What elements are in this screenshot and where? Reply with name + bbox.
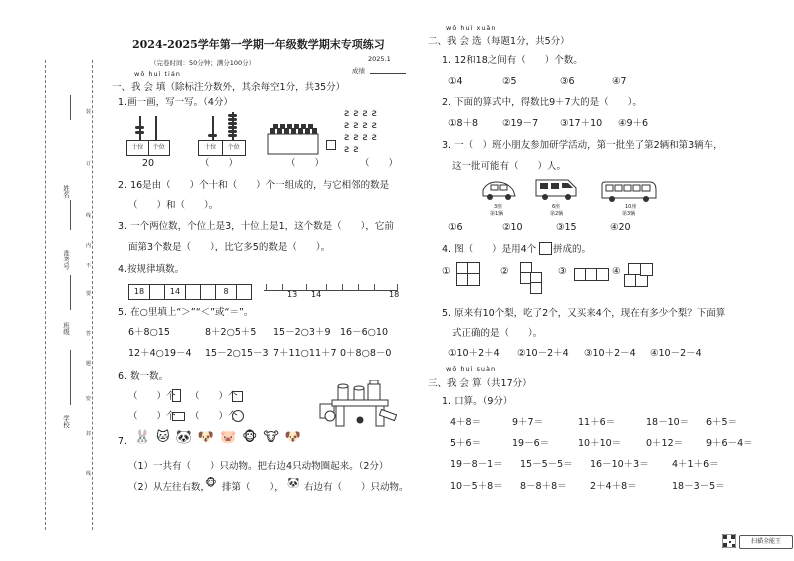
sec2-pinyin: wǒ huì xuǎn bbox=[446, 24, 497, 32]
school-label: 学校 bbox=[62, 415, 70, 428]
cube-icon bbox=[232, 391, 243, 402]
seal-char: 密 bbox=[86, 396, 92, 402]
cuboid-icon bbox=[172, 412, 185, 421]
seal-char: 装 bbox=[86, 109, 92, 115]
sec2-title: 二、我 会 选（每题1分，共5分） bbox=[428, 36, 570, 47]
car-label: 第2辆 bbox=[550, 211, 564, 217]
sec1-title: 一、我 会 填（除标注分数外，其余每空1分，共35分） bbox=[112, 82, 346, 93]
monkey-icon: 🐵 bbox=[205, 478, 217, 489]
counting-sticks-icon: ƨƨ bbox=[344, 144, 363, 155]
s2q4-prompt-a: 4. 图（ ）是用4个 bbox=[442, 244, 537, 255]
option[interactable]: ②10－2＋4 bbox=[517, 348, 569, 359]
car-seats: 10座 bbox=[625, 204, 637, 210]
option[interactable]: ③15 bbox=[556, 222, 577, 233]
seal-char: 题 bbox=[86, 361, 92, 367]
option[interactable]: ④20 bbox=[610, 222, 631, 233]
class-underline bbox=[70, 275, 71, 310]
abacus-tens-label: 十位 bbox=[199, 141, 223, 155]
oral-item[interactable]: 6＋5＝ bbox=[706, 417, 738, 428]
counting-sticks-icon: ƨƨƨƨ bbox=[344, 120, 381, 131]
compare-item[interactable]: 15－2○3＋9 bbox=[273, 327, 331, 338]
s2q5-line1: 5. 原来有10个梨，吃了2个，又买来4个，现在有多少个梨？下面算 bbox=[442, 308, 726, 319]
compare-item[interactable]: 0＋8○8－0 bbox=[340, 348, 392, 359]
option[interactable]: ①6 bbox=[448, 222, 463, 233]
option[interactable]: ③10＋2－4 bbox=[584, 348, 636, 359]
q7-line2c: 右边有（ ）只动物。 bbox=[304, 482, 409, 493]
sequence-cell: 18 bbox=[128, 284, 150, 300]
count-cuboid: （ ）个 bbox=[128, 411, 176, 422]
sec3-title: 三、我 会 算（共17分） bbox=[428, 378, 532, 389]
animals-row-icon: 🐰🐱🐼🐶🐷🐵🐮🐶 bbox=[134, 430, 307, 445]
seal-char: 内 bbox=[86, 243, 92, 249]
q3-line2: 面第3个数是（ ），比它多5的数是（ ）。 bbox=[128, 242, 331, 253]
counting-sticks-icon: ƨƨƨƨ bbox=[344, 108, 381, 119]
seal-char: 答 bbox=[86, 331, 92, 337]
s2q4-prompt-b: 拼成的。 bbox=[553, 244, 592, 255]
unit-cube-icon bbox=[539, 242, 552, 255]
oral-item[interactable]: 18－10＝ bbox=[646, 417, 690, 428]
counting-sticks-icon: ƨƨƨƨ bbox=[344, 132, 381, 143]
seal-char: 不 bbox=[86, 263, 92, 269]
exam-meta: （完卷时间：50分钟；满分100分） bbox=[150, 59, 256, 67]
q2-line2: （ ）和（ ）。 bbox=[128, 200, 219, 211]
q7-line2b: 排第（ ）， bbox=[222, 482, 284, 493]
oral-item[interactable]: 19－8－1＝ bbox=[450, 459, 503, 470]
car-seats: 6座 bbox=[552, 204, 561, 210]
count-cube: （ ）个 bbox=[190, 391, 238, 402]
oral-item[interactable]: 10－5＋8＝ bbox=[450, 481, 503, 492]
compare-item[interactable]: 7＋11○11＋7 bbox=[273, 348, 337, 359]
seal-char: 订 bbox=[86, 161, 92, 167]
compare-item[interactable]: 6＋8○15 bbox=[128, 327, 170, 338]
name-label: 姓名 bbox=[62, 185, 70, 198]
oral-item[interactable]: 5＋6＝ bbox=[450, 438, 482, 449]
sphere-icon bbox=[232, 410, 244, 422]
score-underline bbox=[370, 73, 406, 74]
oral-item[interactable]: 4＋8＝ bbox=[450, 417, 482, 428]
oral-item[interactable]: 11＋6＝ bbox=[578, 417, 616, 428]
sticks-answer: （ ） bbox=[360, 158, 399, 169]
seal-char: 封 bbox=[86, 431, 92, 437]
option[interactable]: ①4 bbox=[448, 76, 463, 87]
sequence-cell: 14 bbox=[164, 284, 186, 300]
option[interactable]: ④ bbox=[612, 266, 621, 277]
option[interactable]: ② bbox=[500, 266, 509, 277]
abacus-answer: 20 bbox=[142, 158, 155, 169]
q1-prompt: 1.画一画，写一写。（4分） bbox=[118, 97, 233, 108]
sec1-pinyin: wǒ huì tián bbox=[134, 70, 181, 78]
s2q5-line2: 式正确的是（ ）。 bbox=[452, 328, 543, 339]
s3q1-prompt: 1. 口算。（9分） bbox=[442, 396, 513, 407]
option[interactable]: ②19－7 bbox=[502, 118, 539, 129]
q5-prompt: 5. 在○里填上“＞”“＜”或“＝”。 bbox=[118, 307, 254, 318]
page-title: 2024-2025学年第一学期一年级数学期末专项练习 bbox=[132, 38, 385, 51]
count-cylinder: （ ）个 bbox=[128, 391, 176, 402]
id-label: 准考号 bbox=[62, 250, 70, 270]
compare-item[interactable]: 8＋2○5＋5 bbox=[205, 327, 257, 338]
sequence-cell: 8 bbox=[215, 284, 237, 300]
car-seats: 3座 bbox=[494, 204, 503, 210]
sequence-cell[interactable] bbox=[185, 284, 201, 300]
option[interactable]: ③17＋10 bbox=[560, 118, 603, 129]
oral-item[interactable]: 9＋6－4＝ bbox=[706, 438, 753, 449]
oral-item[interactable]: 16－10＋3＝ bbox=[590, 459, 649, 470]
oral-item[interactable]: 4＋1＋6＝ bbox=[672, 459, 719, 470]
q7-line2a: （2）从左往右数， bbox=[128, 482, 211, 493]
option[interactable]: ③6 bbox=[560, 76, 575, 87]
cylinder-icon bbox=[172, 389, 181, 402]
abacus-answer: （ ） bbox=[200, 158, 239, 169]
oral-item[interactable]: 18－3－5＝ bbox=[672, 481, 725, 492]
oral-item[interactable]: 10＋10＝ bbox=[578, 438, 622, 449]
abacus-ones-label: 个位 bbox=[227, 144, 240, 151]
option[interactable]: ③ bbox=[558, 266, 567, 277]
class-label: 班级 bbox=[62, 322, 70, 335]
q3-line1: 3. 一个两位数，个位上是3，十位上是1，这个数是（ ），它前 bbox=[118, 221, 394, 232]
compare-item[interactable]: 16－6○10 bbox=[340, 327, 389, 338]
fold-line bbox=[45, 60, 46, 530]
number-line-label: 18 bbox=[389, 290, 400, 299]
car-label: 第3辆 bbox=[622, 211, 636, 217]
sequence-cell[interactable] bbox=[200, 284, 216, 300]
sequence-cell[interactable] bbox=[236, 284, 252, 300]
oral-item[interactable]: 9＋7＝ bbox=[512, 417, 544, 428]
abacus-tens-label: 十位 bbox=[127, 141, 149, 155]
q4-prompt: 4.按规律填数。 bbox=[118, 264, 185, 275]
sec3-pinyin: wǒ huì suàn bbox=[446, 365, 497, 373]
option[interactable]: ①10＋2＋4 bbox=[448, 348, 500, 359]
score-label: 成绩 bbox=[352, 67, 365, 75]
oral-item[interactable]: 19－6＝ bbox=[512, 438, 550, 449]
s2q2-prompt: 2. 下面的算式中，得数比9＋7大的是（ ）。 bbox=[442, 97, 642, 108]
compare-item[interactable]: 12＋4○19－4 bbox=[128, 348, 192, 359]
number-line-label: 13 bbox=[287, 290, 298, 299]
q2-line1: 2. 16是由（ ）个十和（ ）个一组成的，与它相邻的数是 bbox=[118, 180, 390, 191]
s2q1-prompt: 1. 12和18之间有（ ）个数。 bbox=[442, 55, 583, 66]
school-underline bbox=[70, 350, 71, 405]
option[interactable]: ②10 bbox=[502, 222, 523, 233]
number-line-label: 14 bbox=[311, 290, 322, 299]
oral-item[interactable]: 2＋4＋8＝ bbox=[590, 481, 637, 492]
seal-char: 要 bbox=[86, 291, 92, 297]
s2q3-line2: 这一批可能有（ ）人。 bbox=[452, 161, 567, 172]
option[interactable]: ④10－2－4 bbox=[650, 348, 702, 359]
count-sphere: （ ）个 bbox=[190, 411, 238, 422]
lego-answer: （ ） bbox=[286, 158, 325, 169]
id-underline bbox=[70, 200, 71, 230]
sequence-cell[interactable] bbox=[149, 284, 165, 300]
panda-icon: 🐼 bbox=[287, 478, 300, 489]
abacus-ones-label: 个位 bbox=[152, 144, 165, 151]
scanner-badge: 扫描全能王 bbox=[739, 535, 793, 549]
fold-line bbox=[92, 60, 93, 530]
seal-char: 线 bbox=[86, 471, 92, 477]
oral-item[interactable]: 8－8＋8＝ bbox=[520, 481, 567, 492]
q6-prompt: 6. 数一数。 bbox=[118, 371, 169, 382]
option[interactable]: ④9＋6 bbox=[618, 118, 649, 129]
option[interactable]: ①8＋8 bbox=[448, 118, 479, 129]
oral-item[interactable]: 0＋12＝ bbox=[646, 438, 684, 449]
option[interactable]: ④7 bbox=[612, 76, 627, 87]
seal-char: 线 bbox=[86, 213, 92, 219]
option[interactable]: ②5 bbox=[502, 76, 517, 87]
name-underline bbox=[70, 95, 71, 120]
oral-item[interactable]: 15－5－5＝ bbox=[520, 459, 573, 470]
car-label: 第1辆 bbox=[490, 211, 504, 217]
exam-date: 2025.1 bbox=[368, 55, 391, 63]
q7-prompt: 7. bbox=[118, 436, 128, 447]
q7-line1: （1）一共有（ ）只动物。把右边4只动物圈起来。（2分） bbox=[128, 461, 389, 472]
option[interactable]: ① bbox=[442, 266, 451, 277]
compare-item[interactable]: 15－2○15－3 bbox=[205, 348, 269, 359]
s2q3-line1: 3. 一（ ）班小朋友参加研学活动，第一批坐了第2辆和第3辆车， bbox=[442, 140, 723, 151]
